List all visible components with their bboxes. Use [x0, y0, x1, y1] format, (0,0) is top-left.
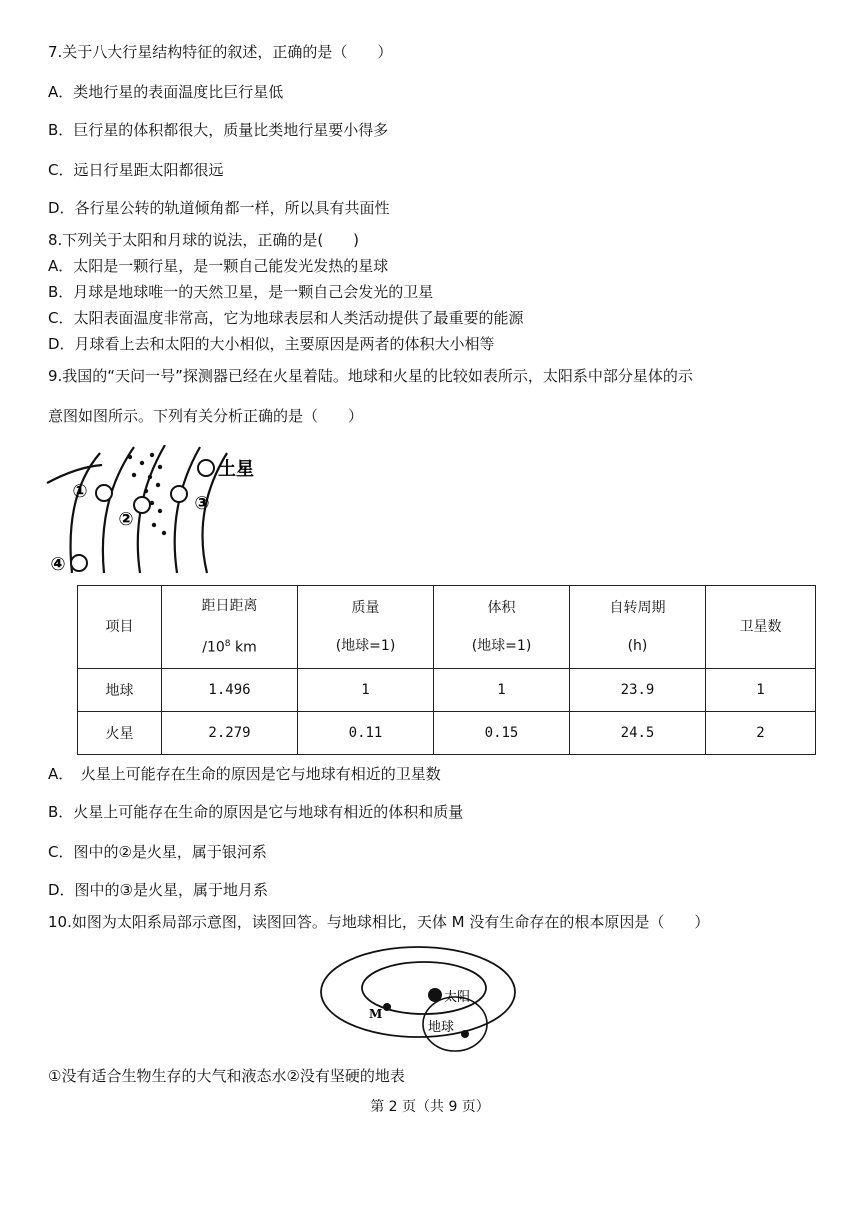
q10-items: ①没有适合生物生存的大气和液态水②没有坚硬的地表 [48, 1067, 405, 1085]
planet-2-marker [134, 497, 150, 513]
q9-option-b: B．火星上可能存在生命的原因是它与地球有相近的体积和质量 [48, 803, 464, 821]
header-distance-line2 [162, 625, 297, 667]
q10-solar-system-figure [318, 940, 518, 1055]
saturn-marker [198, 460, 214, 476]
row-mars-satellites: 2 [706, 712, 816, 755]
row-mars-distance: 2.279 [162, 712, 298, 755]
row-earth-distance: 1.496 [162, 669, 298, 712]
q7-option-c: C．远日行星距太阳都很远 [48, 161, 224, 179]
label-3: ③ [194, 493, 210, 514]
label-2: ② [118, 509, 134, 530]
q9-comparison-table [77, 585, 816, 755]
header-mass-line2: (地球=1) [335, 638, 396, 654]
q9-stem-line2: 意图如图所示。下列有关分析正确的是（ ） [48, 407, 364, 425]
planet-3-marker [171, 486, 187, 502]
sun-marker [428, 988, 442, 1002]
row-earth-satellites: 1 [706, 669, 816, 712]
q9-option-a: A． 火星上可能存在生命的原因是它与地球有相近的卫星数 [48, 765, 441, 783]
header-rotation-line1: 自转周期 [609, 600, 666, 616]
row-earth-rotation: 23.9 [570, 669, 706, 712]
header-volume-line2: (地球=1) [471, 638, 532, 654]
label-saturn: 土星 [218, 459, 254, 480]
header-mass-line1: 质量 [351, 600, 380, 616]
label-earth: 地球 [428, 1020, 455, 1035]
q7-option-d: D．各行星公转的轨道倾角都一样，所以具有共面性 [48, 199, 390, 217]
table-row [78, 669, 816, 712]
q8-option-a: A．太阳是一颗行星，是一颗自己能发光发热的星球 [48, 257, 389, 275]
page-footer: 第 2 页（共 9 页） [370, 1099, 490, 1115]
row-mars-mass: 0.11 [298, 712, 434, 755]
q8-option-d: D．月球看上去和太阳的大小相似，主要原因是两者的体积大小相等 [48, 335, 495, 353]
q8-option-c: C．太阳表面温度非常高，它为地球表层和人类活动提供了最重要的能源 [48, 309, 524, 327]
table-row [78, 712, 816, 755]
row-mars-rotation: 24.5 [570, 712, 706, 755]
header-distance-unit-b: km [230, 639, 257, 656]
header-distance-line1: 距日距离 [201, 598, 258, 615]
header-volume [434, 586, 570, 669]
m-body-marker [383, 1003, 391, 1011]
header-distance-exponent: 8 [224, 639, 231, 650]
planet-4-marker [71, 555, 87, 571]
header-rotation-line2: (h) [627, 638, 648, 654]
header-volume-line1: 体积 [487, 600, 516, 616]
row-mars-volume: 0.15 [434, 712, 570, 755]
q9-option-d: D．图中的③是火星，属于地月系 [48, 881, 268, 899]
header-rotation [570, 586, 706, 669]
q7-option-a: A．类地行星的表面温度比巨行星低 [48, 83, 284, 101]
row-earth-volume: 1 [434, 669, 570, 712]
q9-option-c: C．图中的②是火星，属于银河系 [48, 843, 267, 861]
q7-option-b: B．巨行星的体积都很大，质量比类地行星要小得多 [48, 121, 389, 139]
row-earth-mass: 1 [298, 669, 434, 712]
planet-1-marker [96, 485, 112, 501]
label-4: ④ [50, 554, 66, 575]
row-earth-name: 地球 [78, 669, 162, 712]
q8-option-b: B．月球是地球唯一的天然卫星，是一颗自己会发光的卫星 [48, 283, 434, 301]
earth-marker [461, 1030, 469, 1038]
table-header-row [78, 586, 816, 669]
header-distance [162, 586, 298, 669]
header-distance-unit-a: /10 [202, 639, 225, 656]
header-item: 项目 [78, 586, 162, 669]
header-mass [298, 586, 434, 669]
q9-solar-system-figure [42, 445, 302, 575]
label-sun: 太阳 [444, 990, 471, 1005]
q7-stem: 7.关于八大行星结构特征的叙述，正确的是（ ） [48, 43, 393, 61]
header-satellites: 卫星数 [706, 586, 816, 669]
label-1: ① [72, 481, 88, 502]
q9-stem-line1: 9.我国的“天问一号”探测器已经在火星着陆。地球和火星的比较如表所示，太阳系中部分星体的示 [48, 367, 693, 385]
q8-stem: 8.下列关于太阳和月球的说法，正确的是( ) [48, 231, 360, 249]
label-m: M [369, 1007, 383, 1021]
q10-stem: 10.如图为太阳系局部示意图，读图回答。与地球相比，天体 M 没有生命存在的根本原因是（ ） [48, 913, 710, 931]
row-mars-name: 火星 [78, 712, 162, 755]
